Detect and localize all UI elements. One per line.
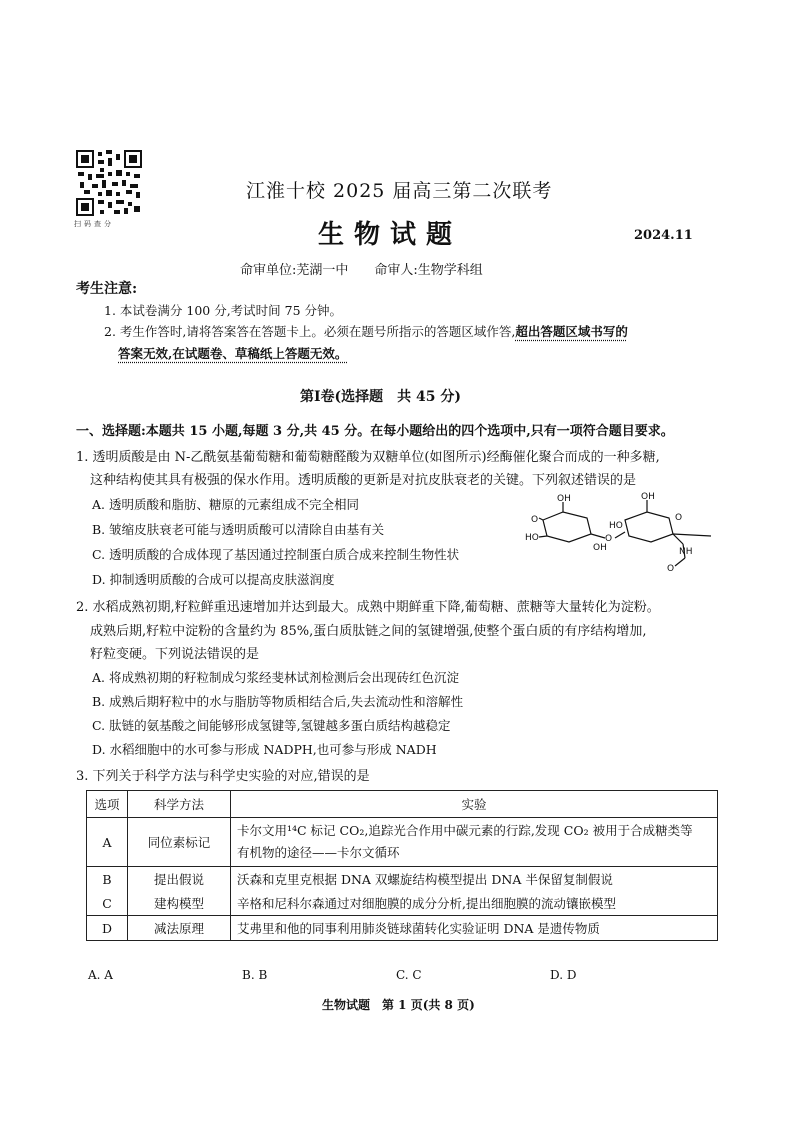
q2-option-a: A. 将成熟初期的籽粒制成匀浆经斐林试剂检测后会出现砖红色沉淀 bbox=[92, 670, 459, 685]
subject-title: 生物试题 bbox=[318, 220, 463, 250]
q1-option-b: B. 皱缩皮肤衰老可能与透明质酸可以清除自由基有关 bbox=[92, 522, 385, 537]
table-cell-method: 同位素标记 bbox=[128, 818, 231, 867]
authors-line: 命审单位:芜湖一中 命审人:生物学科组 bbox=[240, 263, 483, 278]
table-cell-option: D bbox=[87, 916, 128, 941]
table-row bbox=[87, 916, 718, 941]
table-cell-option: B bbox=[87, 867, 128, 892]
table-cell-experiment: 艾弗里和他的同事利用肺炎链球菌转化实验证明 DNA 是遗传物质 bbox=[231, 916, 718, 941]
chem-label-ho-left: HO bbox=[525, 533, 539, 543]
table-cell-option: C bbox=[87, 891, 128, 916]
q2-option-c: C. 肽链的氨基酸之间能够形成氢键等,氢键越多蛋白质结构越稳定 bbox=[92, 718, 451, 733]
chem-label-oh2: OH bbox=[641, 492, 655, 502]
table-cell-method: 减法原理 bbox=[128, 916, 231, 941]
table-header-row bbox=[87, 791, 718, 818]
chem-label-oh-low: OH bbox=[593, 543, 607, 553]
hyaluronic-acid-structure-diagram bbox=[525, 492, 717, 572]
exam-date: 2024.11 bbox=[634, 228, 693, 243]
qr-caption: 扫码查分 bbox=[74, 220, 114, 228]
q3-table bbox=[86, 790, 718, 941]
notice-title: 考生注意: bbox=[76, 281, 138, 297]
table-row bbox=[87, 867, 718, 892]
section-intro: 一、选择题:本题共 15 小题,每题 3 分,共 45 分。在每小题给出的四个选项中,只有一项符合题目要求。 bbox=[76, 424, 674, 439]
q1-stem-line2: 这种结构使其具有极强的保水作用。透明质酸的更新是对抗皮肤衰老的关键。下列叙述错误的是 bbox=[90, 473, 637, 488]
table-header-cell: 选项 bbox=[87, 791, 128, 818]
table-cell-experiment-line: 有机物的途径——卡尔文循环 bbox=[237, 845, 400, 860]
chem-label-ho-mid: HO bbox=[609, 521, 623, 531]
q3-answer-a: A. A bbox=[88, 968, 113, 982]
notice-item-1: 1. 本试卷满分 100 分,考试时间 75 分钟。 bbox=[104, 303, 343, 318]
table-cell-experiment bbox=[231, 818, 718, 867]
qr-code bbox=[76, 150, 142, 216]
table-row bbox=[87, 818, 718, 867]
q2-stem-line3: 籽粒变硬。下列说法错误的是 bbox=[90, 647, 260, 662]
table-header-cell: 科学方法 bbox=[128, 791, 231, 818]
q1-option-d: D. 抑制透明质酸的合成可以提高皮肤滋润度 bbox=[92, 572, 335, 587]
table-cell-method: 建构模型 bbox=[128, 891, 231, 916]
table-cell-experiment: 沃森和克里克根据 DNA 双螺旋结构模型提出 DNA 半保留复制假说 bbox=[231, 867, 718, 892]
q1-option-a: A. 透明质酸和脂肪、糖原的元素组成不完全相同 bbox=[92, 497, 359, 512]
q2-option-b: B. 成熟后期籽粒中的水与脂肪等物质相结合后,失去流动性和溶解性 bbox=[92, 694, 464, 709]
chem-label-o1: O bbox=[605, 534, 613, 544]
notice-item-2: 2. 考生作答时,请将答案答在答题卡上。必须在题号所指示的答题区域作答,超出答题区域书写的 bbox=[104, 324, 628, 339]
q3-stem: 3. 下列关于科学方法与科学史实验的对应,错误的是 bbox=[76, 769, 370, 784]
section-title: 第Ⅰ卷(选择题 共 45 分) bbox=[300, 389, 462, 405]
chem-label-o2: O bbox=[675, 513, 683, 523]
chem-label-nh: NH bbox=[679, 547, 693, 557]
q3-answer-d: D. D bbox=[550, 968, 577, 982]
q3-answer-c: C. C bbox=[396, 968, 422, 982]
notice-item-2-cont: 答案无效,在试题卷、草稿纸上答题无效。 bbox=[118, 346, 348, 361]
q1-stem-line1: 1. 透明质酸是由 N-乙酰氨基葡萄糖和葡萄糖醛酸为双糖单位(如图所示)经酶催化聚合而成的一种多糖, bbox=[76, 450, 660, 465]
table-cell-option: A bbox=[87, 818, 128, 867]
table-cell-method: 提出假说 bbox=[128, 867, 231, 892]
chem-label-o3: O bbox=[667, 564, 675, 572]
q2-stem-line1: 2. 水稻成熟初期,籽粒鲜重迅速增加并达到最大。成熟中期鲜重下降,葡萄糖、蔗糖等大量转化为淀粉。 bbox=[76, 600, 660, 615]
q2-stem-line2: 成熟后期,籽粒中淀粉的含量约为 85%,蛋白质肽链之间的氢键增强,使整个蛋白质的有序结构增加, bbox=[90, 624, 647, 639]
q1-option-c: C. 透明质酸的合成体现了基因通过控制蛋白质合成来控制生物性状 bbox=[92, 547, 460, 562]
exam-title: 江淮十校 2025 届高三第二次联考 bbox=[246, 180, 553, 202]
q3-answer-b: B. B bbox=[242, 968, 268, 982]
table-cell-experiment: 辛格和尼科尔森通过对细胞膜的成分分析,提出细胞膜的流动镶嵌模型 bbox=[231, 891, 718, 916]
table-header-cell: 实验 bbox=[231, 791, 718, 818]
table-row bbox=[87, 891, 718, 916]
q2-option-d: D. 水稻细胞中的水可参与形成 NADPH,也可参与形成 NADH bbox=[92, 742, 437, 757]
table-cell-experiment-line: 卡尔文用¹⁴C 标记 CO₂,追踪光合作用中碳元素的行踪,发现 CO₂ 被用于合成糖类等 bbox=[237, 823, 693, 838]
chem-label-o-left: O bbox=[531, 515, 539, 525]
chem-label-oh1: OH bbox=[557, 494, 571, 504]
page-footer: 生物试题 第 1 页(共 8 页) bbox=[322, 998, 475, 1012]
